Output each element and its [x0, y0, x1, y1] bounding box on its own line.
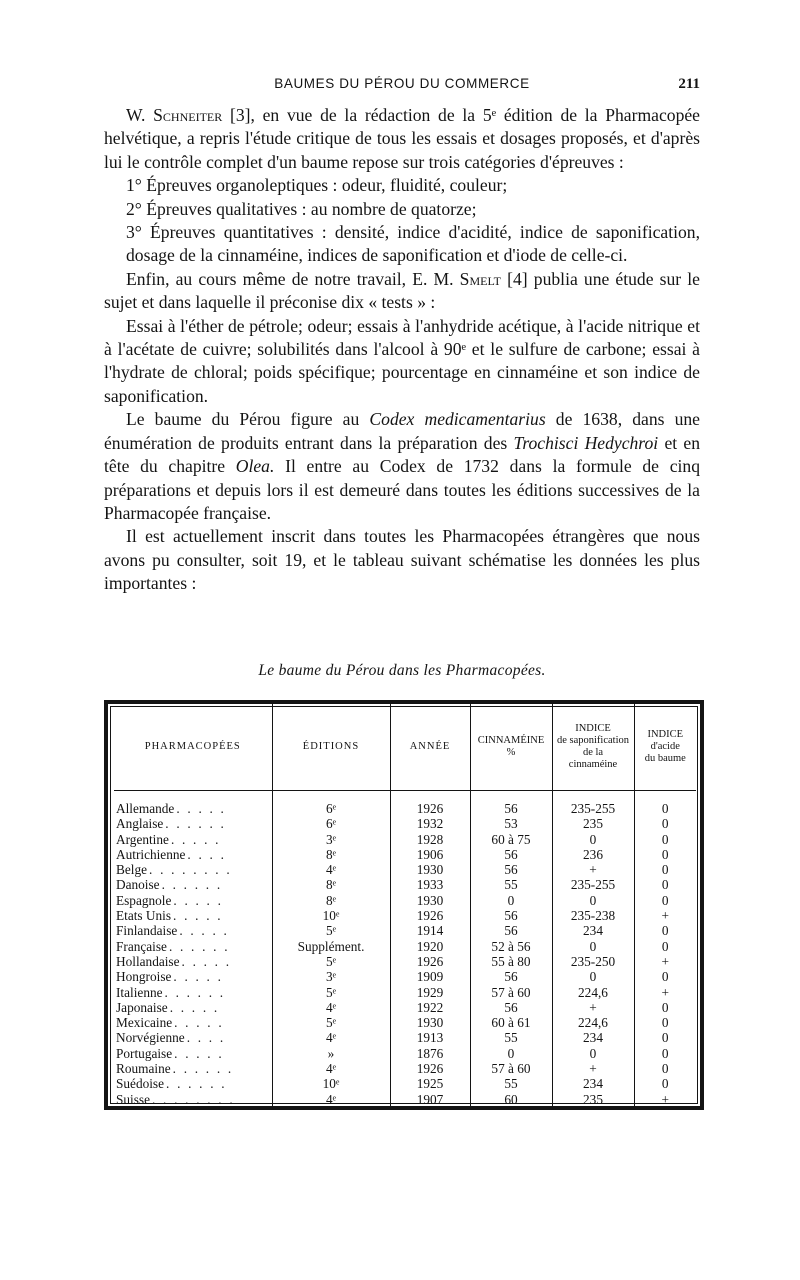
year-cell: 1926	[390, 908, 470, 923]
pharmacopoeia-name-cell	[114, 801, 272, 816]
leader-dots: . . . . .	[179, 923, 230, 939]
col-header-annee: ANNÉE	[390, 704, 470, 791]
col-header-cinnameine	[470, 704, 552, 791]
pharmacopoeia-name-cell	[114, 1076, 272, 1091]
saponification-cell: 234	[552, 1030, 634, 1045]
pharmacopoeia-name-cell	[114, 847, 272, 862]
pharmacopoeia-name: Portugaise	[116, 1045, 173, 1061]
year-cell: 1906	[390, 847, 470, 862]
edition-cell: 8ᵉ	[272, 847, 390, 862]
saponification-cell: 235-238	[552, 908, 634, 923]
header-line: CINNAMÉINE	[477, 735, 545, 746]
acid-index-cell: 0	[634, 801, 696, 816]
year-cell: 1907	[390, 1092, 470, 1107]
saponification-cell: 0	[552, 893, 634, 908]
pharmacopoeia-name: Suisse	[116, 1091, 150, 1107]
pharmacopoeia-name: Suédoise	[116, 1076, 165, 1092]
paragraph-text: Le baume du Pérou figure au	[126, 409, 370, 430]
table-row	[114, 954, 696, 969]
pharmacopoeia-name-cell	[114, 816, 272, 831]
pharmacopoeia-name-cell	[114, 862, 272, 877]
saponification-cell: 0	[552, 832, 634, 847]
pharmacopoeia-name: Belge	[116, 862, 148, 878]
pharmacopoeia-name: Roumaine	[116, 1061, 171, 1077]
year-cell: 1925	[390, 1076, 470, 1091]
pharmacopoeia-name: Argentine	[116, 831, 169, 847]
col-header-pharmacopees: PHARMACOPÉES	[114, 704, 272, 791]
pharmacopoeia-name-cell	[114, 1046, 272, 1061]
edition-cell: 5ᵉ	[272, 923, 390, 938]
table-row	[114, 1000, 696, 1015]
saponification-cell: 235-255	[552, 877, 634, 892]
year-cell: 1922	[390, 1000, 470, 1015]
table-row	[114, 847, 696, 862]
paragraph-tests: Essai à l'éther de pétrole; odeur; essais à l'anhydride acétique, à l'acide nitrique et à l'acétate de cuivre; solubilités dans l'alcool à 90ᵉ et le sulfure de carbone; essai à l'hydrate de chloral; poids spécifique; pourcentage en cinnaméine et son indice de saponification.	[104, 315, 700, 406]
paragraph-schneiter	[104, 104, 700, 174]
leader-dots: . . . . . .	[164, 984, 226, 1000]
leader-dots: . . . . . .	[166, 1076, 227, 1092]
leader-dots: . . . . . .	[172, 1061, 234, 1077]
pharmacopoeia-name-cell	[114, 893, 272, 908]
year-cell: 1926	[390, 801, 470, 816]
table-row	[114, 816, 696, 831]
cinnameine-cell: 55	[470, 1076, 552, 1091]
acid-index-cell: +	[634, 954, 696, 969]
edition-cell: »	[272, 1046, 390, 1061]
pharmacopoeia-name: Anglaise	[116, 816, 164, 832]
year-cell: 1933	[390, 877, 470, 892]
paragraph-text: Il entre au Codex de 1732 dans la formule de cinq préparations et depuis lors il est demeuré dans toutes les éditions successives de la Pharmacopée française.	[104, 456, 700, 523]
edition-cell: 3ᵉ	[272, 969, 390, 984]
leader-dots: . . . . . .	[168, 938, 230, 954]
table-header-row	[114, 704, 696, 791]
leader-dots: . . . .	[186, 1030, 226, 1046]
list-item: 3° Épreuves quantitatives : densité, indice d'acidité, indice de saponification, dosage de la cinnaméine, indices de saponification et d'iode de celle-ci.	[126, 222, 700, 266]
paragraph-codex	[104, 408, 700, 525]
cinnameine-cell: 60	[470, 1092, 552, 1107]
leader-dots: . . . . .	[173, 908, 223, 924]
pharmacopoeia-name-cell	[114, 969, 272, 984]
edition-cell: 4ᵉ	[272, 862, 390, 877]
saponification-cell: +	[552, 862, 634, 877]
table-row	[114, 1092, 696, 1107]
leader-dots: . . . . . . . .	[149, 862, 232, 878]
table-row	[114, 862, 696, 877]
col-header-editions: ÉDITIONS	[272, 704, 390, 791]
pharmacopoeia-name-cell	[114, 832, 272, 847]
table-row	[114, 985, 696, 1000]
acid-index-cell: 0	[634, 1030, 696, 1045]
edition-cell: 8ᵉ	[272, 877, 390, 892]
leader-dots: . . . .	[187, 846, 227, 862]
leader-dots: . . . . . . . .	[152, 1091, 235, 1107]
list-item: 1° Épreuves organoleptiques : odeur, fluidité, couleur;	[126, 175, 508, 196]
acid-index-cell: 0	[634, 1015, 696, 1030]
pharmacopoeia-name-cell	[114, 923, 272, 938]
cinnameine-cell: 55 à 80	[470, 954, 552, 969]
acid-index-cell: 0	[634, 969, 696, 984]
acid-index-cell: 0	[634, 893, 696, 908]
reference-link: [4]	[507, 268, 528, 289]
running-title: BAUMES DU PÉROU DU COMMERCE	[274, 75, 530, 92]
saponification-cell: 234	[552, 1076, 634, 1091]
page-number: 211	[678, 76, 700, 92]
table-row	[114, 908, 696, 923]
pharmacopoeia-name-cell	[114, 1092, 272, 1107]
table-row	[114, 801, 696, 816]
saponification-cell: 224,6	[552, 1015, 634, 1030]
table-row	[114, 1061, 696, 1076]
table-row	[114, 1015, 696, 1030]
acid-index-cell: 0	[634, 816, 696, 831]
edition-cell: Supplément.	[272, 939, 390, 954]
header-line: de la	[582, 747, 604, 758]
year-cell: 1930	[390, 893, 470, 908]
table-caption: Le baume du Pérou dans les Pharmacopées.	[258, 662, 546, 679]
pharmacopoeia-name-cell	[114, 877, 272, 892]
table-spacer-row	[114, 791, 696, 802]
pharmacopoeia-name: Danoise	[116, 877, 160, 893]
cinnameine-cell: 55	[470, 877, 552, 892]
leader-dots: . . . . . .	[165, 816, 227, 832]
table-row	[114, 1030, 696, 1045]
table-row	[114, 969, 696, 984]
page-header	[104, 76, 700, 96]
paragraph-text: Enfin, au cours même de notre travail, E. M.	[126, 268, 460, 289]
pharmacopoeia-name: Etats Unis	[116, 908, 172, 924]
cinnameine-cell: 56	[470, 862, 552, 877]
saponification-cell: 235	[552, 816, 634, 831]
pharmacopoeia-name: Hollandaise	[116, 953, 180, 969]
pharmacopoeia-name-cell	[114, 985, 272, 1000]
edition-cell: 5ᵉ	[272, 954, 390, 969]
header-line: de saponification	[556, 735, 630, 746]
leader-dots: . . . . .	[170, 831, 221, 847]
year-cell: 1928	[390, 832, 470, 847]
table-row	[114, 1046, 696, 1061]
trochisci-title: Trochisci Hedychroi	[513, 432, 659, 453]
reference-link: [3]	[229, 105, 251, 125]
list-item: 2° Épreuves qualitatives : au nombre de quatorze;	[126, 198, 477, 219]
cinnameine-cell: 56	[470, 908, 552, 923]
cinnameine-cell: 60 à 75	[470, 832, 552, 847]
pharmacopoeia-name: Norvégienne	[116, 1030, 185, 1046]
cinnameine-cell: 57 à 60	[470, 985, 552, 1000]
year-cell: 1932	[390, 816, 470, 831]
year-cell: 1926	[390, 954, 470, 969]
year-cell: 1920	[390, 939, 470, 954]
cinnameine-cell: 55	[470, 1030, 552, 1045]
saponification-cell: 224,6	[552, 985, 634, 1000]
year-cell: 1929	[390, 985, 470, 1000]
saponification-cell: 0	[552, 1046, 634, 1061]
pharmacopoeia-name-cell	[114, 939, 272, 954]
leader-dots: . . . . .	[173, 892, 224, 908]
acid-index-cell: 0	[634, 862, 696, 877]
acid-index-cell: 0	[634, 847, 696, 862]
edition-cell: 3ᵉ	[272, 832, 390, 847]
leader-dots: . . . . .	[173, 969, 224, 985]
year-cell: 1909	[390, 969, 470, 984]
olea-title: Olea.	[235, 456, 275, 477]
cinnameine-cell: 56	[470, 801, 552, 816]
pharmacopoeia-name: Hongroise	[116, 969, 172, 985]
pharmacopoeia-name: Autrichienne	[116, 846, 186, 862]
header-line: %	[506, 747, 516, 758]
edition-cell: 4ᵉ	[272, 1000, 390, 1015]
acid-index-cell: +	[634, 1092, 696, 1107]
table-row	[114, 939, 696, 954]
pharmacopoeia-name-cell	[114, 908, 272, 923]
paragraph-text: publia une étude sur le sujet et dans laquelle il préconise dix « tests » :	[104, 268, 700, 313]
edition-cell: 10ᵉ	[272, 1076, 390, 1091]
pharmacopoeia-name: Mexicaine	[116, 1015, 173, 1031]
leader-dots: . . . . .	[169, 999, 220, 1015]
paragraph-text: et en tête du chapitre	[104, 432, 700, 477]
year-cell: 1930	[390, 1015, 470, 1030]
edition-cell: 4ᵉ	[272, 1061, 390, 1076]
saponification-cell: 236	[552, 847, 634, 862]
acid-index-cell: 0	[634, 1076, 696, 1091]
saponification-cell: 0	[552, 969, 634, 984]
edition-cell: 4ᵉ	[272, 1030, 390, 1045]
header-line: INDICE	[647, 729, 684, 740]
pharmacopoeia-table	[114, 704, 696, 1107]
pharmacopoeia-name-cell	[114, 1015, 272, 1030]
table-row	[114, 832, 696, 847]
cinnameine-cell: 0	[470, 1046, 552, 1061]
table-body	[114, 791, 696, 1107]
saponification-cell: 0	[552, 939, 634, 954]
pharmacopoeia-name: Finlandaise	[116, 923, 178, 939]
acid-index-cell: 0	[634, 877, 696, 892]
leader-dots: . . . . .	[174, 1015, 224, 1031]
cinnameine-cell: 56	[470, 847, 552, 862]
leader-dots: . . . . .	[174, 1045, 224, 1061]
cinnameine-cell: 57 à 60	[470, 1061, 552, 1076]
pharmacopoeia-name-cell	[114, 1030, 272, 1045]
header-line: d'acide	[650, 741, 680, 752]
table-row	[114, 1076, 696, 1091]
cinnameine-cell: 56	[470, 969, 552, 984]
codex-title: Codex medicamentarius	[369, 409, 546, 430]
acid-index-cell: 0	[634, 1046, 696, 1061]
leader-dots: . . . . . .	[161, 877, 223, 893]
header-line: du baume	[644, 753, 686, 764]
edition-cell: 5ᵉ	[272, 1015, 390, 1030]
acid-index-cell: 0	[634, 1061, 696, 1076]
acid-index-cell: +	[634, 985, 696, 1000]
cinnameine-cell: 56	[470, 923, 552, 938]
col-header-indice-acide	[634, 704, 696, 791]
pharmacopoeia-name: Allemande	[116, 801, 175, 816]
cinnameine-cell: 52 à 56	[470, 939, 552, 954]
edition-cell: 5ᵉ	[272, 985, 390, 1000]
leader-dots: . . . . .	[181, 953, 232, 969]
author-name: W. Schneiter	[126, 105, 223, 125]
acid-index-cell: 0	[634, 939, 696, 954]
pharmacopoeia-name: Italienne	[116, 984, 163, 1000]
acid-index-cell: 0	[634, 923, 696, 938]
saponification-cell: 235-250	[552, 954, 634, 969]
paragraph-smelt	[104, 268, 700, 315]
cinnameine-cell: 60 à 61	[470, 1015, 552, 1030]
edition-cell: 6ᵉ	[272, 801, 390, 816]
cinnameine-cell: 53	[470, 816, 552, 831]
saponification-cell: 235-255	[552, 801, 634, 816]
year-cell: 1926	[390, 1061, 470, 1076]
year-cell: 1914	[390, 923, 470, 938]
paragraph-text: de 1638, dans une énumération de produits entrant dans la préparation des	[104, 409, 700, 453]
header-line: INDICE	[575, 723, 611, 734]
year-cell: 1876	[390, 1046, 470, 1061]
table-row	[114, 877, 696, 892]
author-name: Smelt	[459, 268, 501, 289]
header-line: cinnaméine	[568, 759, 618, 770]
saponification-cell: +	[552, 1061, 634, 1076]
edition-cell: 6ᵉ	[272, 816, 390, 831]
table-row	[114, 893, 696, 908]
year-cell: 1913	[390, 1030, 470, 1045]
edition-cell: 4ᵉ	[272, 1092, 390, 1107]
edition-cell: 10ᵉ	[272, 908, 390, 923]
year-cell: 1930	[390, 862, 470, 877]
paragraph-text: , en vue de la rédaction de la 5ᵉ édition de la Pharmacopée helvétique, a repris l'étude critique de tous les essais et dosages proposés, et d'après lui le contrôle complet d'un baume repose sur trois catégories d'épreuves :	[104, 105, 700, 172]
body-text	[104, 104, 700, 596]
saponification-cell: 235	[552, 1092, 634, 1107]
leader-dots: . . . . .	[176, 801, 227, 816]
acid-index-cell: +	[634, 908, 696, 923]
cinnameine-cell: 56	[470, 1000, 552, 1015]
cinnameine-cell: 0	[470, 893, 552, 908]
acid-index-cell: 0	[634, 832, 696, 847]
pharmacopoeia-name: Espagnole	[116, 892, 172, 908]
pharmacopoeia-name-cell	[114, 954, 272, 969]
saponification-cell: +	[552, 1000, 634, 1015]
table-frame	[104, 700, 704, 1110]
table-row	[114, 923, 696, 938]
paragraph-pharmacopees: Il est actuellement inscrit dans toutes les Pharmacopées étrangères que nous avons pu consulter, soit 19, et le tableau suivant schématise les données les plus importantes :	[104, 526, 700, 594]
pharmacopoeia-name-cell	[114, 1061, 272, 1076]
pharmacopoeia-name: Française	[116, 938, 167, 954]
pharmacopoeia-name-cell	[114, 1000, 272, 1015]
saponification-cell: 234	[552, 923, 634, 938]
col-header-indice-saponification	[552, 704, 634, 791]
edition-cell: 8ᵉ	[272, 893, 390, 908]
pharmacopoeia-name: Japonaise	[116, 999, 168, 1015]
acid-index-cell: 0	[634, 1000, 696, 1015]
